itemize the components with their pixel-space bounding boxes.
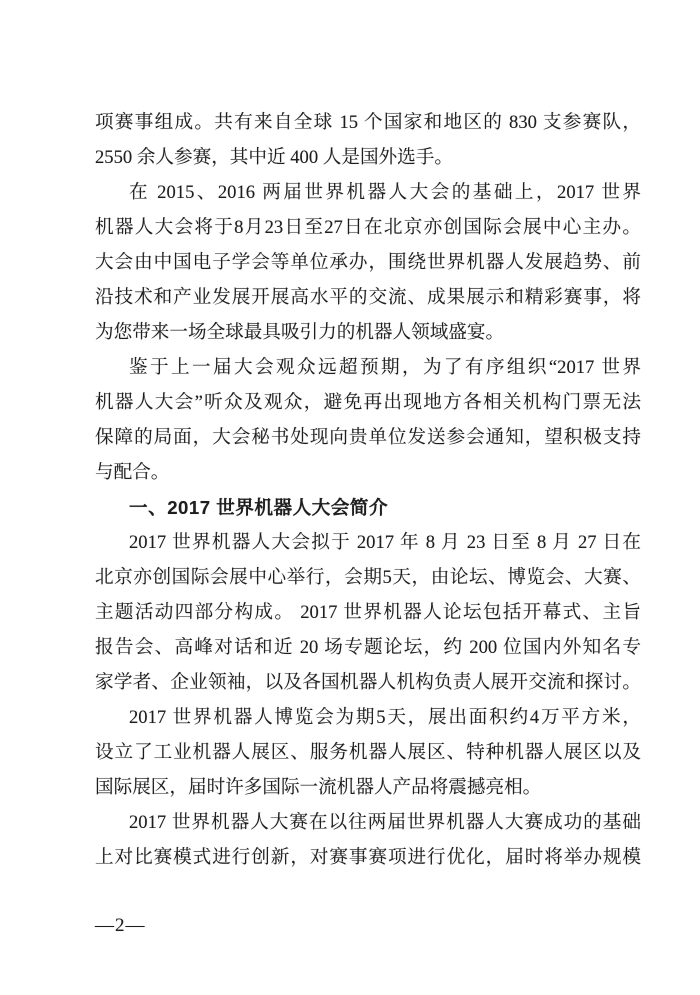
- document-line: 上对比赛模式进行创新，对赛事赛项进行优化，届时将举办规模: [95, 847, 641, 868]
- document-line: 2550 余人参赛，其中近 400 人是国外选手。: [95, 147, 453, 168]
- document-line: 在 2015、2016 两届世界机器人大会的基础上，2017 世界: [129, 182, 641, 203]
- document-line: 机器人大会将于8月23日至27日在北京亦创国际会展中心主办。: [95, 217, 641, 238]
- document-line: 沿技术和产业发展开展高水平的交流、成果展示和精彩赛事，将: [95, 287, 641, 308]
- document-line: 与配合。: [95, 462, 170, 483]
- document-line: 保障的局面，大会秘书处现向贵单位发送参会通知，望积极支持: [95, 427, 641, 448]
- document-line: 2017 世界机器人大赛在以往两届世界机器人大赛成功的基础: [129, 812, 641, 833]
- document-line: 北京亦创国际会展中心举行，会期5天，由论坛、博览会、大赛、: [95, 567, 641, 588]
- document-line: 鉴于上一届大会观众远超预期，为了有序组织“2017 世界: [129, 357, 641, 378]
- document-line: 为您带来一场全球最具吸引力的机器人领域盛宴。: [95, 322, 505, 343]
- document-line: 报告会、高峰对话和近 20 场专题论坛，约 200 位国内外知名专: [95, 637, 641, 658]
- document-body: [95, 105, 641, 875]
- document-line: 机器人大会”听众及观众，避免再出现地方各相关机构门票无法: [95, 392, 641, 413]
- document-line: 项赛事组成。共有来自全球 15 个国家和地区的 830 支参赛队，: [95, 112, 641, 133]
- document-line: 设立了工业机器人展区、服务机器人展区、特种机器人展区以及: [95, 742, 641, 763]
- page-number: —2—: [95, 915, 146, 936]
- document-line: 主题活动四部分构成。 2017 世界机器人论坛包括开幕式、主旨: [95, 602, 641, 623]
- document-line: 大会由中国电子学会等单位承办，围绕世界机器人发展趋势、前: [95, 252, 641, 273]
- section-heading: 一、2017 世界机器人大会简介: [129, 497, 389, 518]
- document-line: 国际展区，届时许多国际一流机器人产品将震撼亮相。: [95, 777, 542, 798]
- document-line: 2017 世界机器人博览会为期5天，展出面积约4万平方米，: [129, 707, 641, 728]
- document-line: 2017 世界机器人大会拟于 2017 年 8 月 23 日至 8 月 27 日在: [129, 532, 641, 553]
- document-line: 家学者、企业领袖，以及各国机器人机构负责人展开交流和探讨。: [95, 672, 641, 693]
